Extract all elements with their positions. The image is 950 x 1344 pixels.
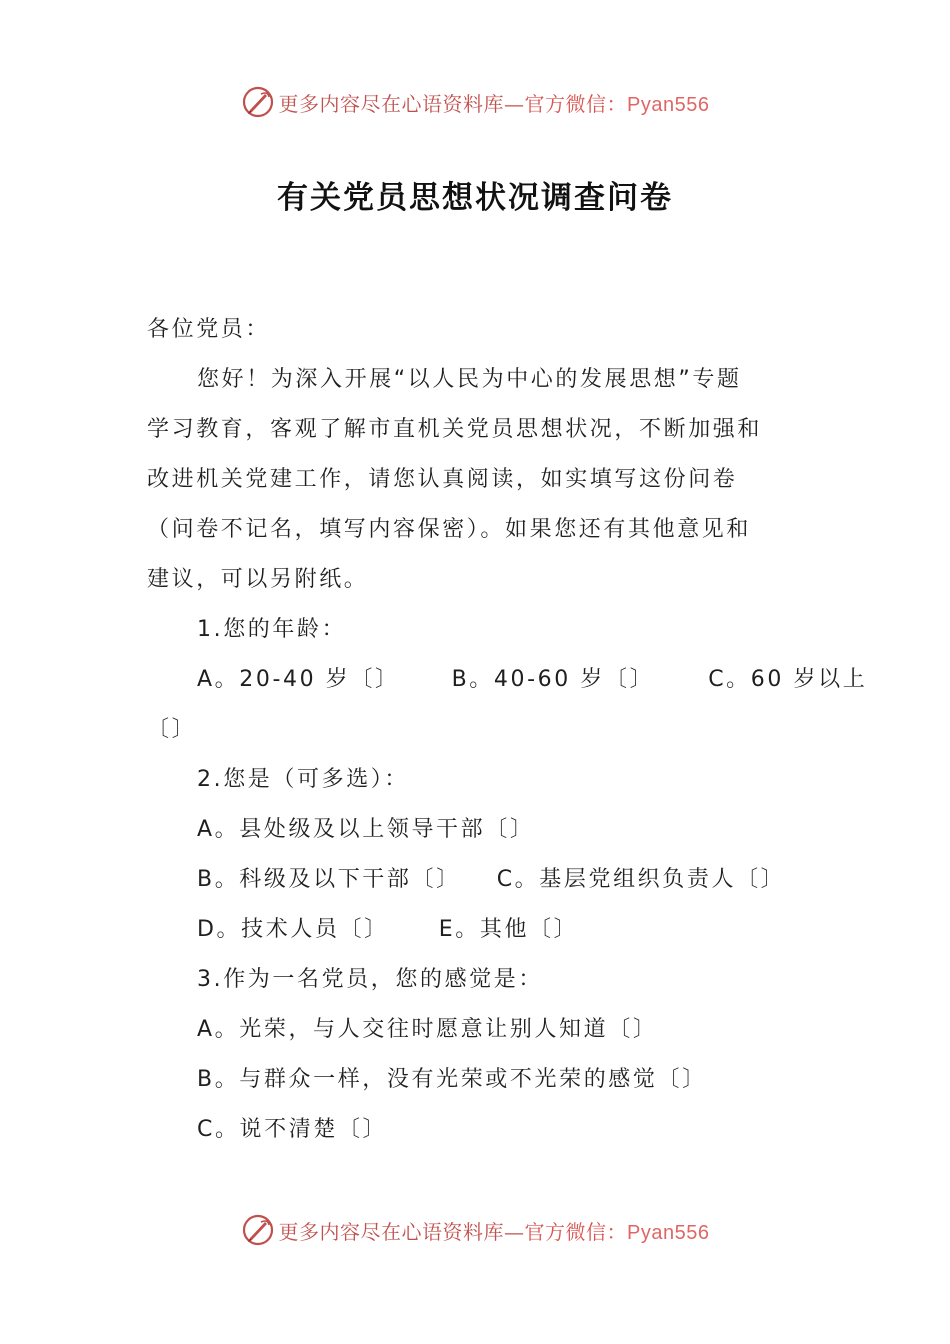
question-1-options: [147, 655, 868, 705]
question-1-option-c[interactable]: C。60 岁以上: [708, 667, 868, 692]
document-body: [147, 305, 868, 1155]
question-1-option-a[interactable]: A。20-40 岁〔〕: [197, 667, 400, 692]
question-2-label: 2.您是（可多选）：: [197, 767, 409, 792]
salutation: 各位党员：: [147, 317, 271, 342]
question-2-option-c[interactable]: C。基层党组织负责人〔〕: [496, 867, 786, 892]
header-banner-text: 更多内容尽在心语资料库—官方微信：Pyan556: [278, 91, 710, 116]
question-1-label: 1.您的年龄：: [197, 617, 347, 642]
question-3-option-a[interactable]: A。光荣，与人交往时愿意让别人知道〔〕: [197, 1017, 658, 1042]
quill-pen-logo-icon: [241, 85, 275, 119]
question-1-option-c-bracket[interactable]: 〔〕: [147, 717, 197, 742]
question-2-options-bc: [147, 855, 807, 905]
question-2-option-d[interactable]: D。技术人员〔〕: [197, 917, 389, 942]
question-2-options-de: [147, 905, 807, 955]
question-3-option-b[interactable]: B。与群众一样，没有光荣或不光荣的感觉〔〕: [197, 1067, 707, 1092]
intro-line: 建议，可以另附纸。: [147, 567, 369, 592]
document-title: 有关党员思想状况调查问卷: [277, 180, 673, 216]
intro-line: 学习教育，客观了解市直机关党员思想状况，不断加强和: [147, 417, 763, 442]
question-2-option-b[interactable]: B。科级及以下干部〔〕: [197, 867, 461, 892]
question-1-option-b[interactable]: B。40-60 岁〔〕: [451, 667, 655, 692]
header-banner: [0, 80, 950, 124]
intro-line: 改进机关党建工作，请您认真阅读，如实填写这份问卷: [147, 467, 738, 492]
footer-banner: [0, 1208, 950, 1252]
question-3-label: 3.作为一名党员，您的感觉是：: [197, 967, 543, 992]
question-2-option-e[interactable]: E。其他〔〕: [438, 917, 579, 942]
intro-line: 您好！为深入开展“以人民为中心的发展思想”专题: [197, 367, 742, 392]
intro-line: （问卷不记名，填写内容保密）。如果您还有其他意见和: [147, 517, 752, 542]
question-2-option-a[interactable]: A。县处级及以上领导干部〔〕: [197, 817, 535, 842]
quill-pen-logo-icon: [241, 1213, 275, 1247]
question-3-option-c[interactable]: C。说不清楚〔〕: [197, 1117, 388, 1142]
footer-banner-text: 更多内容尽在心语资料库—官方微信：Pyan556: [278, 1219, 710, 1244]
